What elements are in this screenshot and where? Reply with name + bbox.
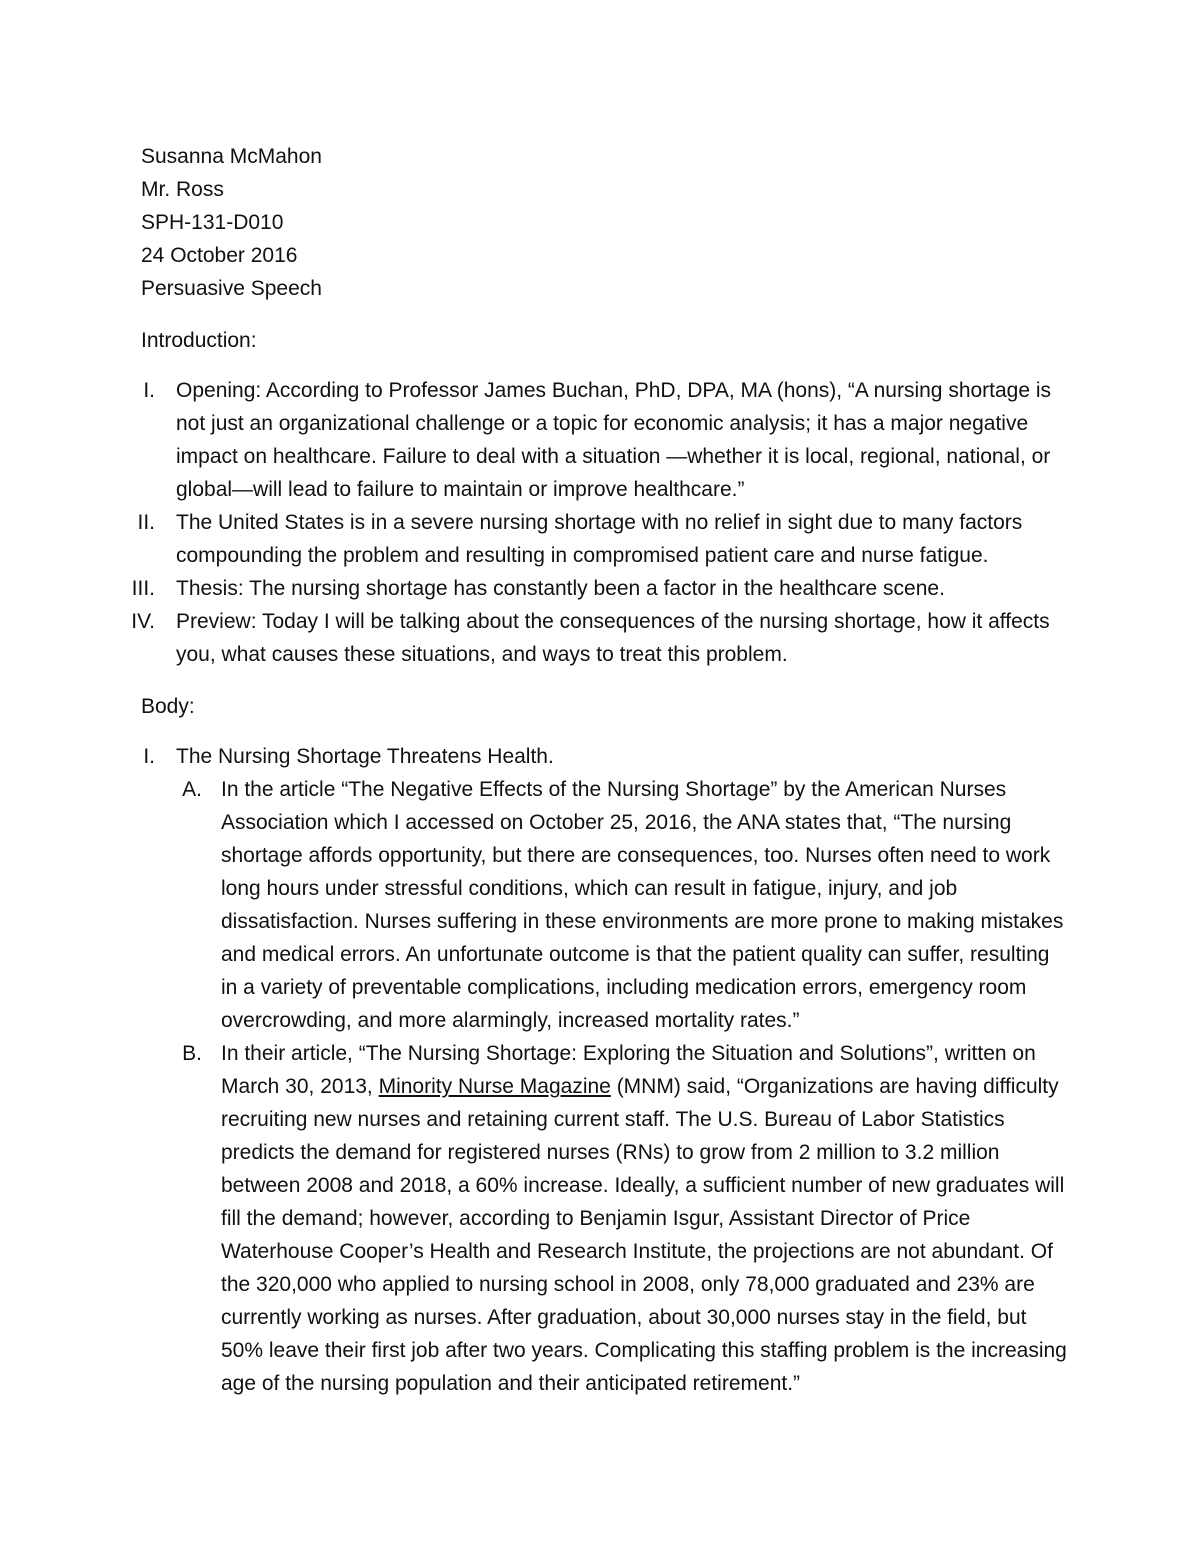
body-heading: Body: [141,695,195,718]
document-title: Persuasive Speech [141,277,322,300]
list-letter: A. [182,778,202,801]
body-point-1 [141,740,1071,1400]
list-number: I. [143,379,155,402]
list-number: II. [137,511,155,534]
subpoint-a [176,773,1071,1037]
introduction-list [131,374,1071,671]
speech-outline [131,140,1071,1400]
header-block [141,140,1071,305]
subpoint-b [176,1037,1071,1400]
intro-item-thesis [131,572,1071,605]
list-item-text: Opening: According to Professor James Buchan, PhD, DPA, MA (hons), “A nursing shortage is not just an organizational challenge or a topic for economic analysis; it has a major negative impact on healthcare. Failure to deal with a situation —whether it is local, regional, national, or global—will lead to failure to maintain or improve healthcare.” [176,379,1052,501]
intro-item-preview [131,605,1071,671]
list-item-text: In the article “The Negative Effects of the Nursing Shortage” by the American Nurses Association which I accessed on October 25, 2016, the ANA states that, “The nursing shortage affords opportunity, but there are consequences, too. Nurses often need to work long hours under stressful conditions, which can result in fatigue, injury, and job dissatisfaction. Nurses suffering in these environments are more prone to making mistakes and medical errors. An unfortunate outcome is that the patient quality can suffer, resulting in a variety of preventable complications, including medication errors, emergency room overcrowding, and more alarmingly, increased mortality rates.” [221,778,1064,1032]
author-name: Susanna McMahon [141,145,322,168]
instructor-name: Mr. Ross [141,178,224,201]
document-date: 24 October 2016 [141,244,298,267]
list-item-text: The Nursing Shortage Threatens Health. [176,745,554,768]
list-number: III. [131,577,155,600]
introduction-heading: Introduction: [141,329,257,352]
list-item-text: The United States is in a severe nursing shortage with no relief in sight due to many factors compounding the problem and resulting in compromised patient care and nurse fatigue. [176,511,1023,567]
body-point-1-subpoints [176,773,1071,1400]
body-list [141,740,1071,1400]
list-letter: B. [182,1042,202,1065]
list-item-text: Thesis: The nursing shortage has constantly been a factor in the healthcare scene. [176,577,945,600]
publication-title: Minority Nurse Magazine [378,1075,611,1098]
course-code: SPH-131-D010 [141,211,284,234]
list-number: IV. [131,610,155,633]
list-number: I. [143,745,155,768]
list-item-text-after: (MNM) said, “Organizations are having difficulty recruiting new nurses and retaining current staff. The U.S. Bureau of Labor Statistics predicts the demand for registered nurses (RNs) to grow from 2 million to 3.2 million between 2008 and 2018, a 60% increase. Ideally, a sufficient number of new graduates will fill the demand; however, according to Benjamin Isgur, Assistant Director of Price Waterhouse Cooper’s Health and Research Institute, the projections are not abundant. Of the 320,000 who applied to nursing school in 2008, only 78,000 graduated and 23% are currently working as nurses. After graduation, about 30,000 nurses stay in the field, but 50% leave their first job after two years. Complicating this staffing problem is the increasing age of the nursing population and their anticipated retirement.” [221,1075,1067,1395]
intro-item-opening [141,374,1071,506]
list-item-text: Preview: Today I will be talking about the consequences of the nursing shortage, how it affects you, what causes these situations, and ways to treat this problem. [176,610,1050,666]
list-item-text-before: In their article, “The Nursing Shortage: Exploring the Situation and Solutions”, written on March 30, 2013, [221,1042,1036,1098]
intro-item-context [137,506,1071,572]
